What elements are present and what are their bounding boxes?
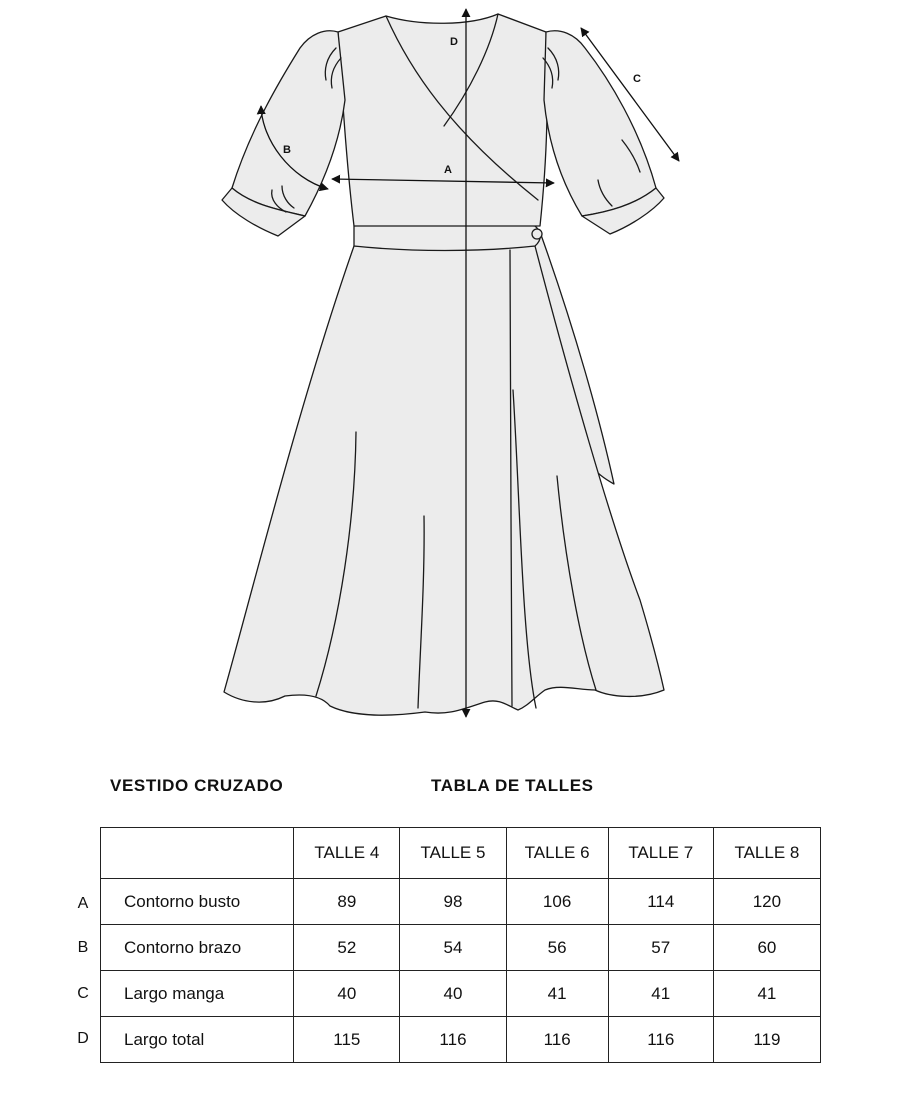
measure-label-a: A	[444, 164, 452, 176]
table-cell: 98	[400, 879, 506, 925]
table-row	[101, 971, 821, 1017]
table-cell: 116	[506, 1017, 608, 1063]
table-cell: 60	[713, 925, 820, 971]
header-talle-5: TALLE 5	[400, 828, 506, 879]
table-title: TABLA DE TALLES	[431, 776, 594, 795]
size-table	[100, 827, 821, 1063]
row-letter-a: A	[77, 895, 89, 912]
dress-skirt	[224, 246, 664, 715]
header-empty-cell	[101, 828, 294, 879]
measure-label-b: B	[283, 144, 291, 156]
header-talle-4: TALLE 4	[294, 828, 400, 879]
table-cell: 41	[506, 971, 608, 1017]
row-letter-b: B	[77, 939, 89, 956]
product-title: VESTIDO CRUZADO	[110, 776, 284, 795]
table-row	[101, 925, 821, 971]
size-table-header	[101, 828, 821, 879]
table-cell: 56	[506, 925, 608, 971]
header-talle-7: TALLE 7	[608, 828, 713, 879]
row-letter-d: D	[77, 1030, 89, 1047]
table-cell: 54	[400, 925, 506, 971]
table-cell: 119	[713, 1017, 820, 1063]
header-talle-8: TALLE 8	[713, 828, 820, 879]
table-cell: 40	[294, 971, 400, 1017]
table-row	[101, 879, 821, 925]
table-cell: 52	[294, 925, 400, 971]
table-row	[101, 1017, 821, 1063]
table-cell: 41	[713, 971, 820, 1017]
measure-label-d: D	[450, 36, 458, 48]
table-cell: 57	[608, 925, 713, 971]
table-cell: 116	[400, 1017, 506, 1063]
table-cell: 114	[608, 879, 713, 925]
row-label: Contorno brazo	[101, 925, 294, 971]
waistband-knot	[532, 229, 542, 239]
dress-waistband	[354, 223, 540, 251]
table-cell: 41	[608, 971, 713, 1017]
table-cell: 40	[400, 971, 506, 1017]
row-label: Largo total	[101, 1017, 294, 1063]
row-label: Contorno busto	[101, 879, 294, 925]
header-talle-6: TALLE 6	[506, 828, 608, 879]
table-cell: 116	[608, 1017, 713, 1063]
table-cell: 89	[294, 879, 400, 925]
dress-bodice	[338, 14, 547, 226]
row-letter-c: C	[77, 985, 89, 1002]
measure-label-c: C	[633, 73, 641, 85]
row-label: Largo manga	[101, 971, 294, 1017]
table-cell: 106	[506, 879, 608, 925]
table-cell: 115	[294, 1017, 400, 1063]
table-cell: 120	[713, 879, 820, 925]
